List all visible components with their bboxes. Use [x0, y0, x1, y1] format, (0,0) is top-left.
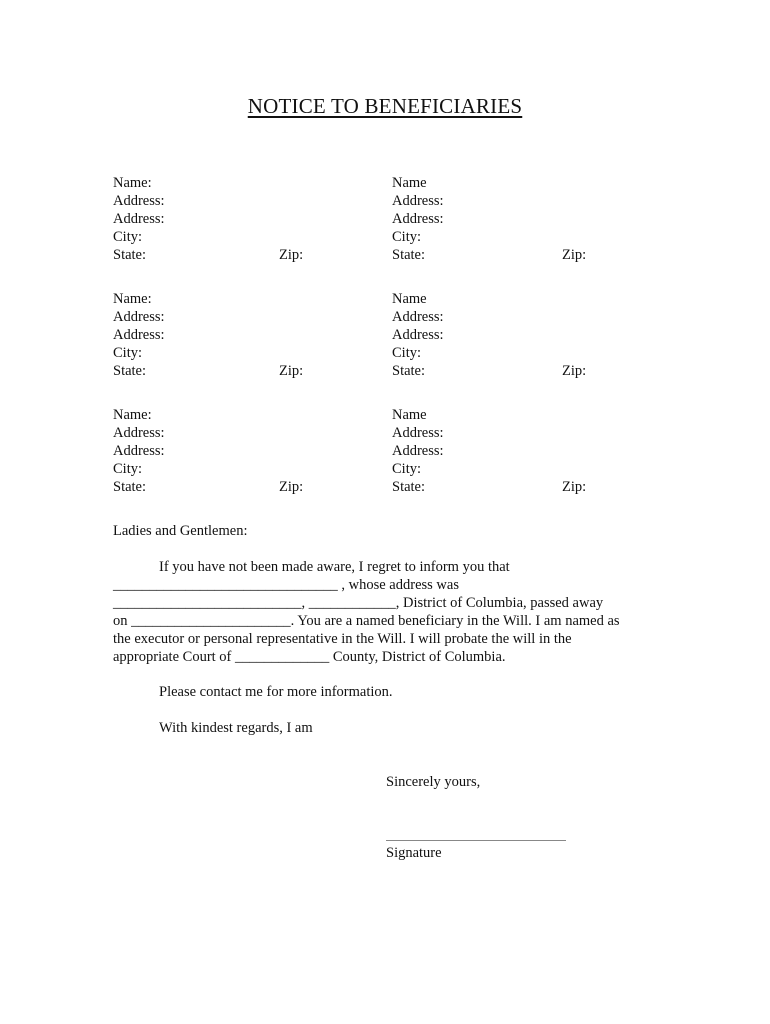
- closing: Sincerely yours,: [386, 774, 481, 790]
- state-label: State:: [392, 479, 426, 495]
- address-label: Address:: [113, 309, 165, 325]
- signature-line: [386, 840, 566, 841]
- name-label: Name:: [113, 407, 152, 423]
- salutation: Ladies and Gentlemen:: [113, 523, 248, 539]
- city-label: City:: [113, 229, 143, 245]
- address-label: Address:: [392, 193, 444, 209]
- address-label: Address:: [392, 211, 444, 227]
- beneficiary-right-1: [392, 174, 444, 264]
- beneficiary-right-2: [392, 290, 444, 380]
- address-label: Address:: [113, 327, 165, 343]
- zip-label: Zip:: [562, 363, 587, 379]
- name-label: Name:: [113, 175, 152, 191]
- paragraph-line: If you have not been made aware, I regret to inform you that: [159, 559, 510, 575]
- city-label: City:: [392, 229, 422, 245]
- beneficiary-left-2: [113, 290, 165, 380]
- zip-label: Zip:: [562, 247, 587, 263]
- regards-line: With kindest regards, I am: [159, 720, 313, 736]
- state-label: State:: [113, 363, 147, 379]
- paragraph-line: _______________________________ , whose address was: [113, 577, 459, 593]
- address-label: Address:: [392, 309, 444, 325]
- beneficiary-left-3: [113, 406, 165, 496]
- name-label: Name:: [113, 291, 152, 307]
- contact-line: Please contact me for more information.: [159, 684, 393, 700]
- city-label: City:: [113, 461, 143, 477]
- zip-label: Zip:: [279, 479, 304, 495]
- paragraph-line: on ______________________. You are a named beneficiary in the Will. I am named as: [113, 613, 620, 629]
- address-label: Address:: [113, 211, 165, 227]
- state-label: State:: [392, 247, 426, 263]
- address-label: Address:: [392, 327, 444, 343]
- city-label: City:: [392, 345, 422, 361]
- name-label: Name: [392, 407, 427, 423]
- city-label: City:: [113, 345, 143, 361]
- zip-label: Zip:: [562, 479, 587, 495]
- state-label: State:: [113, 247, 147, 263]
- state-label: State:: [113, 479, 147, 495]
- paragraph-line: appropriate Court of _____________ County, District of Columbia.: [113, 649, 506, 665]
- zip-label: Zip:: [279, 363, 304, 379]
- beneficiary-right-3: [392, 406, 444, 496]
- paragraph-line: __________________________, ____________, District of Columbia, passed away: [113, 595, 604, 611]
- state-label: State:: [392, 363, 426, 379]
- page-title: NOTICE TO BENEFICIARIES: [247, 94, 523, 118]
- address-label: Address:: [113, 193, 165, 209]
- name-label: Name: [392, 175, 427, 191]
- address-label: Address:: [113, 425, 165, 441]
- zip-label: Zip:: [279, 247, 304, 263]
- beneficiary-left-1: [113, 174, 165, 264]
- paragraph-line: the executor or personal representative in the Will. I will probate the will in the: [113, 631, 572, 647]
- city-label: City:: [392, 461, 422, 477]
- address-label: Address:: [392, 443, 444, 459]
- signature-label: Signature: [386, 845, 442, 861]
- address-label: Address:: [113, 443, 165, 459]
- name-label: Name: [392, 291, 427, 307]
- address-label: Address:: [392, 425, 444, 441]
